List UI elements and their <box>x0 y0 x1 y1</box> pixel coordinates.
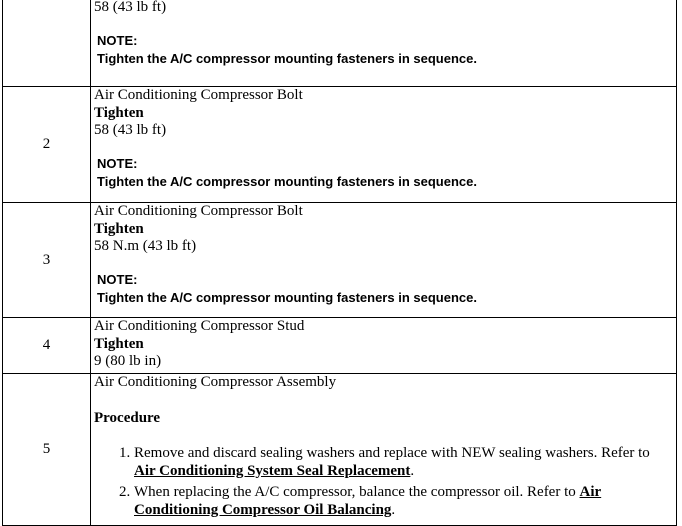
step-end-punct: . <box>410 462 415 479</box>
step-number-cell <box>3 0 91 87</box>
step-content-cell <box>91 87 677 203</box>
procedure-label: Procedure <box>94 409 161 426</box>
step-text: Remove and discard sealing washers and replace with NEW sealing washers. Refer to <box>134 445 650 461</box>
list-item <box>134 445 672 480</box>
seal-replacement-link[interactable]: Air Conditioning System Seal Replacement <box>134 462 411 479</box>
torque-spec: 9 (80 lb in) <box>94 353 162 369</box>
torque-spec: 58 (43 lb ft) <box>94 0 167 15</box>
table-row <box>3 87 677 203</box>
table-row <box>3 318 677 374</box>
note-label: NOTE: <box>97 271 138 287</box>
note-label: NOTE: <box>97 155 138 171</box>
procedure-table <box>2 0 677 526</box>
step-text: When replacing the A/C compressor, balance the compressor oil. Refer to <box>134 484 576 500</box>
note-text: Tighten the A/C compressor mounting fasteners in sequence. <box>97 289 477 305</box>
torque-spec: 58 (43 lb ft) <box>94 122 167 138</box>
component-name: Air Conditioning Compressor Stud <box>94 318 305 334</box>
action-label: Tighten <box>94 104 144 121</box>
step-content-cell <box>91 318 677 374</box>
action-label: Tighten <box>94 335 144 352</box>
torque-spec: 58 N.m (43 lb ft) <box>94 238 197 254</box>
step-content-cell <box>91 374 677 526</box>
component-name: Air Conditioning Compressor Bolt <box>94 87 303 103</box>
step-content-cell <box>91 203 677 318</box>
note-label: NOTE: <box>97 32 138 48</box>
step-number-cell: 3 <box>3 203 91 318</box>
action-label: Tighten <box>94 220 144 237</box>
table-row <box>3 374 677 526</box>
note-text: Tighten the A/C compressor mounting fasteners in sequence. <box>97 173 477 189</box>
step-number-cell: 5 <box>3 374 91 526</box>
step-end-punct: . <box>391 501 396 518</box>
note-text: Tighten the A/C compressor mounting fasteners in sequence. <box>97 50 477 66</box>
step-content-cell <box>91 0 677 87</box>
procedure-steps <box>94 445 672 519</box>
table-row <box>3 0 677 87</box>
step-number-cell: 4 <box>3 318 91 374</box>
component-name: Air Conditioning Compressor Bolt <box>94 203 303 219</box>
component-name: Air Conditioning Compressor Assembly <box>94 374 337 390</box>
oil-balancing-link[interactable]: Air Conditioning Compressor Oil Balancing <box>134 484 602 518</box>
step-number-cell: 2 <box>3 87 91 203</box>
table-row <box>3 203 677 318</box>
list-item <box>134 484 672 519</box>
